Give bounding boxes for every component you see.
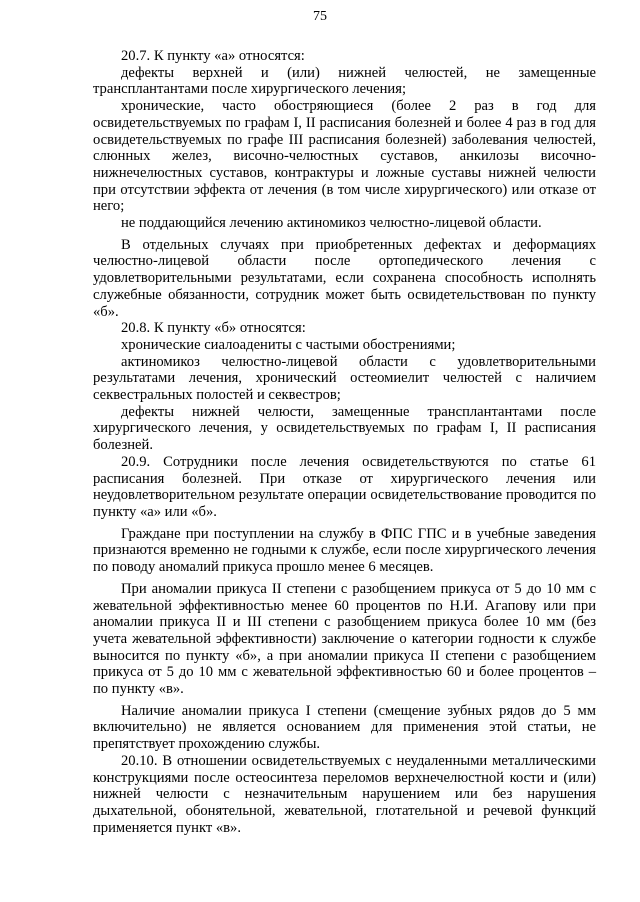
paragraph: хронические сиалоадениты с частыми обострениями; [121,336,456,353]
paragraph: В отдельных случаях при приобретенных дефектах и деформациях челюстно-лицевой области после ортопедического лечения с удовлетворительными результатами, если сохранена способность исполнять служебные обязанности, сотрудник может быть освидетельствован по пункту «б». [93,236,596,320]
paragraph: актиномикоз челюстно-лицевой области с удовлетворительными результатами лечения, хронический остеомиелит челюстей с наличием секвестральных полостей и секвестров; [93,353,596,404]
paragraph: не поддающийся лечению актиномикоз челюстно-лицевой области. [121,215,542,232]
paragraph: Граждане при поступлении на службу в ФПС ГПС и в учебные заведения признаются временно не годными к службе, если после хирургического лечения по поводу аномалий прикуса прошло менее 6 месяцев. [93,525,596,576]
paragraph-20-7-heading: 20.7. К пункту «а» относятся: [121,48,305,64]
paragraph: При аномалии прикуса II степени с разобщением прикуса от 5 до 10 мм с жевательной эффективностью менее 60 процентов по Н.И. Агапову или при аномалии прикуса II и III степени с разобщением прикуса более 10 мм (без учета жевательной эффективности) заключение о категории годности к службе выносится по пункту «б», а при аномалии прикуса II степени с разобщением прикуса от 5 до 10 мм с жевательной эффективностью 60 и более процентов – по пункту «в». [93,580,596,698]
paragraph: дефекты верхней и (или) нижней челюстей, не замещенные трансплантантами после хирургического лечения; [93,64,596,98]
page-number: 75 [313,9,327,24]
paragraph-20-10: 20.10. В отношении освидетельствуемых с неудаленными металлическими конструкциями после остеосинтеза переломов верхнечелюстной кости и (или) нижней челюсти с незначительным нарушением или без нарушения дыхательной, обонятельной, жевательной, глотательной и речевой функций применяется пункт «в». [93,752,596,836]
paragraph-20-8-heading: 20.8. К пункту «б» относятся: [121,320,306,337]
paragraph: хронические, часто обостряющиеся (более 2 раз в год для освидетельствуемых по графам I, II расписания болезней и более 4 раз в год для освидетельствуемых по графе III расписания болезней) заболевания челюстей, слюнных желез, височно-челюстных суставов, анкилозы височно-нижнечелюстных суставов, контрактуры и ложные суставы нижней челюсти при отсутствии эффекта от лечения (в том числе хирургического) или отказе от него; [93,98,596,215]
paragraph: дефекты нижней челюсти, замещенные трансплантантами после хирургического лечения, у освидетельствуемых по графам I, II расписания болезней. [93,403,596,454]
document-body [93,48,596,836]
paragraph: Наличие аномалии прикуса I степени (смещение зубных рядов до 5 мм включительно) не является основанием для применения этой статьи, не препятствует прохождению службы. [93,702,596,753]
paragraph-20-9: 20.9. Сотрудники после лечения освидетельствуются по статье 61 расписания болезней. При отказе от хирургического лечения или неудовлетворительном результате операции освидетельствование проводится по пункту «а» или «б». [93,453,596,520]
